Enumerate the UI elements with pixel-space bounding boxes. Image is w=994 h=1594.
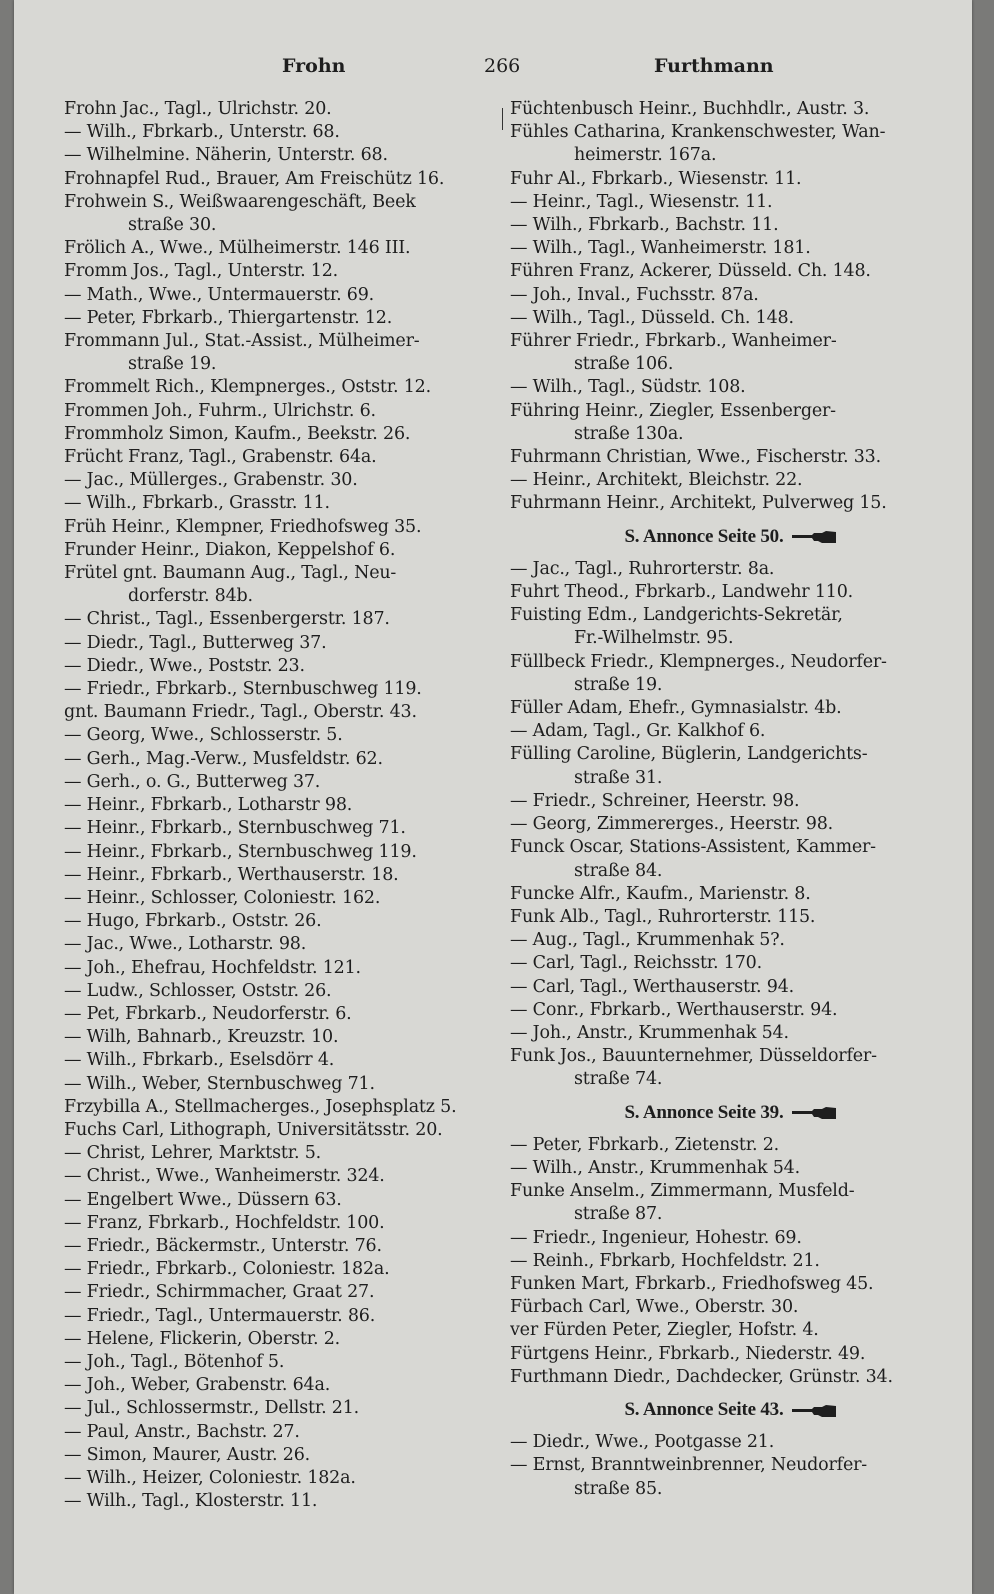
directory-entry: — Wilh., Fbrkarb., Bachstr. 11.	[510, 215, 779, 236]
pointing-hand-icon	[792, 1404, 836, 1418]
directory-entry: Führen Franz, Ackerer, Düsseld. Ch. 148.	[510, 261, 871, 282]
directory-entry: Fürtgens Heinr., Fbrkarb., Niederstr. 49.	[510, 1343, 866, 1364]
directory-entry: Frommelt Rich., Klempnerges., Oststr. 12.	[64, 377, 431, 398]
directory-entry: — Ludw., Schlosser, Oststr. 26.	[64, 980, 332, 1001]
directory-entry: Fuchs Carl, Lithograph, Universitätsstr. 20.	[64, 1119, 443, 1140]
directory-entry-continuation: straße 106.	[574, 354, 674, 375]
directory-entry: Füchtenbusch Heinr., Buchhdlr., Austr. 3.	[510, 99, 870, 119]
directory-entry: Frohwein S., Weißwaarengeschäft, Beek	[64, 191, 416, 212]
directory-entry: — Georg, Wwe., Schlosserstr. 5.	[64, 725, 343, 746]
directory-entry: — Hugo, Fbrkarb., Oststr. 26.	[64, 911, 322, 932]
directory-entry: — Wilh., Tagl., Düsseld. Ch. 148.	[510, 307, 794, 328]
directory-entry: — Helene, Flickerin, Oberstr. 2.	[64, 1328, 340, 1349]
directory-entry: Fuhrt Theod., Fbrkarb., Landwehr 110.	[510, 582, 854, 603]
directory-entry: Fühles Catharina, Krankenschwester, Wan-	[510, 122, 886, 143]
directory-entry: Funk Alb., Tagl., Ruhrorterstr. 115.	[510, 906, 816, 927]
directory-entry: — Heinr., Schlosser, Coloniestr. 162.	[64, 887, 381, 908]
directory-entry: — Gerh., o. G., Butterweg 37.	[64, 771, 321, 792]
annonce-reference	[510, 525, 950, 548]
directory-entry-continuation: heimerstr. 167a.	[574, 145, 717, 166]
directory-entry: Fürbach Carl, Wwe., Oberstr. 30.	[510, 1297, 799, 1318]
directory-entry: — Simon, Maurer, Austr. 26.	[64, 1444, 311, 1465]
directory-entry: — Friedr., Ingenieur, Hohestr. 69.	[510, 1227, 802, 1248]
directory-entry-continuation: straße 130a.	[574, 423, 684, 444]
page-header	[14, 55, 972, 87]
directory-entry: — Jac., Wwe., Lotharstr. 98.	[64, 934, 307, 955]
directory-entry: — Math., Wwe., Untermauerstr. 69.	[64, 284, 375, 305]
directory-entry: Fuhrmann Heinr., Architekt, Pulverweg 15.	[510, 493, 887, 514]
directory-entry: — Jul., Schlossermstr., Dellstr. 21.	[64, 1398, 360, 1419]
directory-entry: — Wilh., Tagl., Wanheimerstr. 181.	[510, 238, 811, 259]
pointing-hand-icon	[792, 530, 836, 544]
directory-entry: — Jac., Tagl., Ruhrorterstr. 8a.	[510, 558, 775, 579]
directory-entry: gnt. Baumann Friedr., Tagl., Oberstr. 43.	[64, 702, 417, 723]
directory-entry: — Conr., Fbrkarb., Werthauserstr. 94.	[510, 999, 838, 1020]
directory-entry-continuation: straße 19.	[574, 674, 663, 695]
directory-entry: Frommann Jul., Stat.-Assist., Mülheimer-	[64, 331, 420, 352]
directory-entry: — Friedr., Schirmmacher, Graat 27.	[64, 1282, 375, 1303]
directory-entry: — Georg, Zimmererges., Heerstr. 98.	[510, 814, 833, 835]
directory-entry-continuation: straße 87.	[574, 1204, 663, 1225]
directory-entry: Frzybilla A., Stellmacherges., Josephsplatz 5.	[64, 1096, 457, 1117]
directory-entry: Frölich A., Wwe., Mülheimerstr. 146 III.	[64, 238, 411, 259]
annonce-text: S. Annonce Seite 39.	[624, 1101, 784, 1123]
directory-entry: Frütel gnt. Baumann Aug., Tagl., Neu-	[64, 563, 397, 584]
directory-entry: — Wilhelmine. Näherin, Unterstr. 68.	[64, 145, 388, 166]
header-left-keyword: Frohn	[282, 55, 346, 77]
directory-entry: — Wilh, Bahnarb., Kreuzstr. 10.	[64, 1027, 339, 1048]
directory-entry: — Pet, Fbrkarb., Neudorferstr. 6.	[64, 1003, 352, 1024]
directory-entry: — Joh., Tagl., Bötenhof 5.	[64, 1351, 285, 1372]
directory-entry: — Wilh., Fbrkarb., Eselsdörr 4.	[64, 1050, 335, 1071]
directory-page	[14, 0, 972, 1594]
directory-entry: Funcke Alfr., Kaufm., Marienstr. 8.	[510, 883, 811, 904]
directory-entry: — Ernst, Branntweinbrenner, Neudorfer-	[510, 1455, 867, 1476]
directory-entry: Früh Heinr., Klempner, Friedhofsweg 35.	[64, 516, 422, 537]
directory-entry: — Christ., Tagl., Essenbergerstr. 187.	[64, 609, 390, 630]
directory-entry-continuation: straße 84.	[574, 860, 663, 881]
directory-entry: — Joh., Ehefrau, Hochfeldstr. 121.	[64, 957, 361, 978]
directory-entry: — Joh., Anstr., Krummenhak 54.	[510, 1022, 789, 1043]
directory-entry-continuation: straße 85.	[574, 1478, 663, 1499]
directory-entry: — Franz, Fbrkarb., Hochfeldstr. 100.	[64, 1212, 385, 1233]
directory-entry: — Christ., Wwe., Wanheimerstr. 324.	[64, 1166, 385, 1187]
directory-entry: — Reinh., Fbrkarb, Hochfeldstr. 21.	[510, 1250, 820, 1271]
annonce-text: S. Annonce Seite 50.	[624, 525, 784, 547]
directory-entry-continuation: straße 31.	[574, 767, 663, 788]
directory-entry: — Wilh., Weber, Sternbuschweg 71.	[64, 1073, 375, 1094]
directory-entry: Frohnapfel Rud., Brauer, Am Freischütz 16.	[64, 168, 445, 189]
directory-entry: — Diedr., Tagl., Butterweg 37.	[64, 632, 327, 653]
directory-entry: — Heinr., Architekt, Bleichstr. 22.	[510, 470, 803, 491]
directory-entry-continuation: straße 74.	[574, 1069, 663, 1090]
directory-entry: — Carl, Tagl., Werthauserstr. 94.	[510, 976, 795, 997]
directory-entry: — Wilh., Heizer, Coloniestr. 182a.	[64, 1467, 356, 1488]
directory-entry: Frohn Jac., Tagl., Ulrichstr. 20.	[64, 99, 332, 119]
directory-entry: Führer Friedr., Fbrkarb., Wanheimer-	[510, 331, 837, 352]
directory-entry: — Friedr., Schreiner, Heerstr. 98.	[510, 790, 800, 811]
directory-entry: Funck Oscar, Stations-Assistent, Kammer-	[510, 837, 876, 858]
page-number: 266	[484, 55, 521, 77]
pointing-hand-icon	[792, 1106, 836, 1120]
directory-entry-continuation: Fr.-Wilhelmstr. 95.	[574, 628, 734, 649]
directory-entry: Frommholz Simon, Kaufm., Beekstr. 26.	[64, 423, 411, 444]
directory-entry: — Peter, Fbrkarb., Thiergartenstr. 12.	[64, 307, 393, 328]
left-column	[64, 98, 496, 1513]
directory-entry: Fuisting Edm., Landgerichts-Sekretär,	[510, 605, 843, 626]
directory-entry: Fülling Caroline, Büglerin, Landgerichts-	[510, 744, 868, 765]
directory-entry: — Heinr., Fbrkarb., Sternbuschweg 71.	[64, 818, 406, 839]
directory-entry: — Wilh., Fbrkarb., Unterstr. 68.	[64, 122, 340, 143]
directory-entry: Fuhrmann Christian, Wwe., Fischerstr. 33.	[510, 447, 881, 468]
directory-entry: — Peter, Fbrkarb., Zietenstr. 2.	[510, 1134, 780, 1155]
directory-entry: — Christ, Lehrer, Marktstr. 5.	[64, 1143, 321, 1164]
directory-entry: Funke Anselm., Zimmermann, Musfeld-	[510, 1181, 855, 1202]
directory-entry: — Gerh., Mag.-Verw., Musfeldstr. 62.	[64, 748, 383, 769]
directory-entry: — Adam, Tagl., Gr. Kalkhof 6.	[510, 721, 766, 742]
directory-entry: — Friedr., Fbrkarb., Sternbuschweg 119.	[64, 679, 422, 700]
directory-entry: — Diedr., Wwe., Pootgasse 21.	[510, 1432, 775, 1453]
directory-entry: — Wilh., Fbrkarb., Grasstr. 11.	[64, 493, 330, 514]
directory-entry: — Joh., Inval., Fuchsstr. 87a.	[510, 284, 759, 305]
annonce-text: S. Annonce Seite 43.	[624, 1398, 784, 1420]
directory-entry: — Diedr., Wwe., Poststr. 23.	[64, 655, 305, 676]
directory-entry-continuation: dorferstr. 84b.	[128, 586, 253, 607]
directory-entry: — Jac., Müllerges., Grabenstr. 30.	[64, 470, 358, 491]
directory-entry: Furthmann Diedr., Dachdecker, Grünstr. 34.	[510, 1366, 893, 1387]
right-column	[510, 98, 950, 1501]
directory-entry: Füller Adam, Ehefr., Gymnasialstr. 4b.	[510, 698, 842, 719]
directory-entry: ver Fürden Peter, Ziegler, Hofstr. 4.	[510, 1320, 819, 1341]
directory-entry: Fuhr Al., Fbrkarb., Wiesenstr. 11.	[510, 168, 802, 189]
directory-entry: — Friedr., Tagl., Untermauerstr. 86.	[64, 1305, 376, 1326]
directory-entry: — Aug., Tagl., Krummenhak 5?.	[510, 930, 785, 951]
directory-entry: — Heinr., Fbrkarb., Sternbuschweg 119.	[64, 841, 417, 862]
header-right-keyword: Furthmann	[654, 55, 774, 77]
directory-entry-continuation: straße 30.	[128, 215, 217, 236]
directory-entry: — Heinr., Tagl., Wiesenstr. 11.	[510, 191, 773, 212]
directory-entry: — Wilh., Tagl., Klosterstr. 11.	[64, 1491, 318, 1512]
directory-entry: Funk Jos., Bauunternehmer, Düsseldorfer-	[510, 1046, 877, 1067]
column-divider	[502, 108, 503, 130]
directory-entry-continuation: straße 19.	[128, 354, 217, 375]
directory-entry: — Carl, Tagl., Reichsstr. 170.	[510, 953, 762, 974]
directory-entry: — Joh., Weber, Grabenstr. 64a.	[64, 1375, 331, 1396]
directory-entry: Fromm Jos., Tagl., Unterstr. 12.	[64, 261, 339, 282]
annonce-reference	[510, 1398, 950, 1421]
annonce-reference	[510, 1101, 950, 1124]
directory-entry: — Friedr., Fbrkarb., Coloniestr. 182a.	[64, 1259, 390, 1280]
directory-entry: Führing Heinr., Ziegler, Essenberger-	[510, 400, 836, 421]
directory-entry: — Heinr., Fbrkarb., Werthauserstr. 18.	[64, 864, 399, 885]
directory-entry: Frücht Franz, Tagl., Grabenstr. 64a.	[64, 447, 377, 468]
directory-entry: — Engelbert Wwe., Düssern 63.	[64, 1189, 342, 1210]
directory-entry: — Wilh., Tagl., Südstr. 108.	[510, 377, 746, 398]
directory-entry: — Friedr., Bäckermstr., Unterstr. 76.	[64, 1235, 382, 1256]
directory-entry: Funken Mart, Fbrkarb., Friedhofsweg 45.	[510, 1273, 874, 1294]
directory-entry: Füllbeck Friedr., Klempnerges., Neudorfer-	[510, 651, 887, 672]
directory-entry: Frommen Joh., Fuhrm., Ulrichstr. 6.	[64, 400, 376, 421]
directory-entry: — Paul, Anstr., Bachstr. 27.	[64, 1421, 300, 1442]
directory-entry: — Heinr., Fbrkarb., Lotharstr 98.	[64, 795, 353, 816]
directory-entry: — Wilh., Anstr., Krummenhak 54.	[510, 1157, 800, 1178]
directory-entry: Frunder Heinr., Diakon, Keppelshof 6.	[64, 539, 396, 560]
